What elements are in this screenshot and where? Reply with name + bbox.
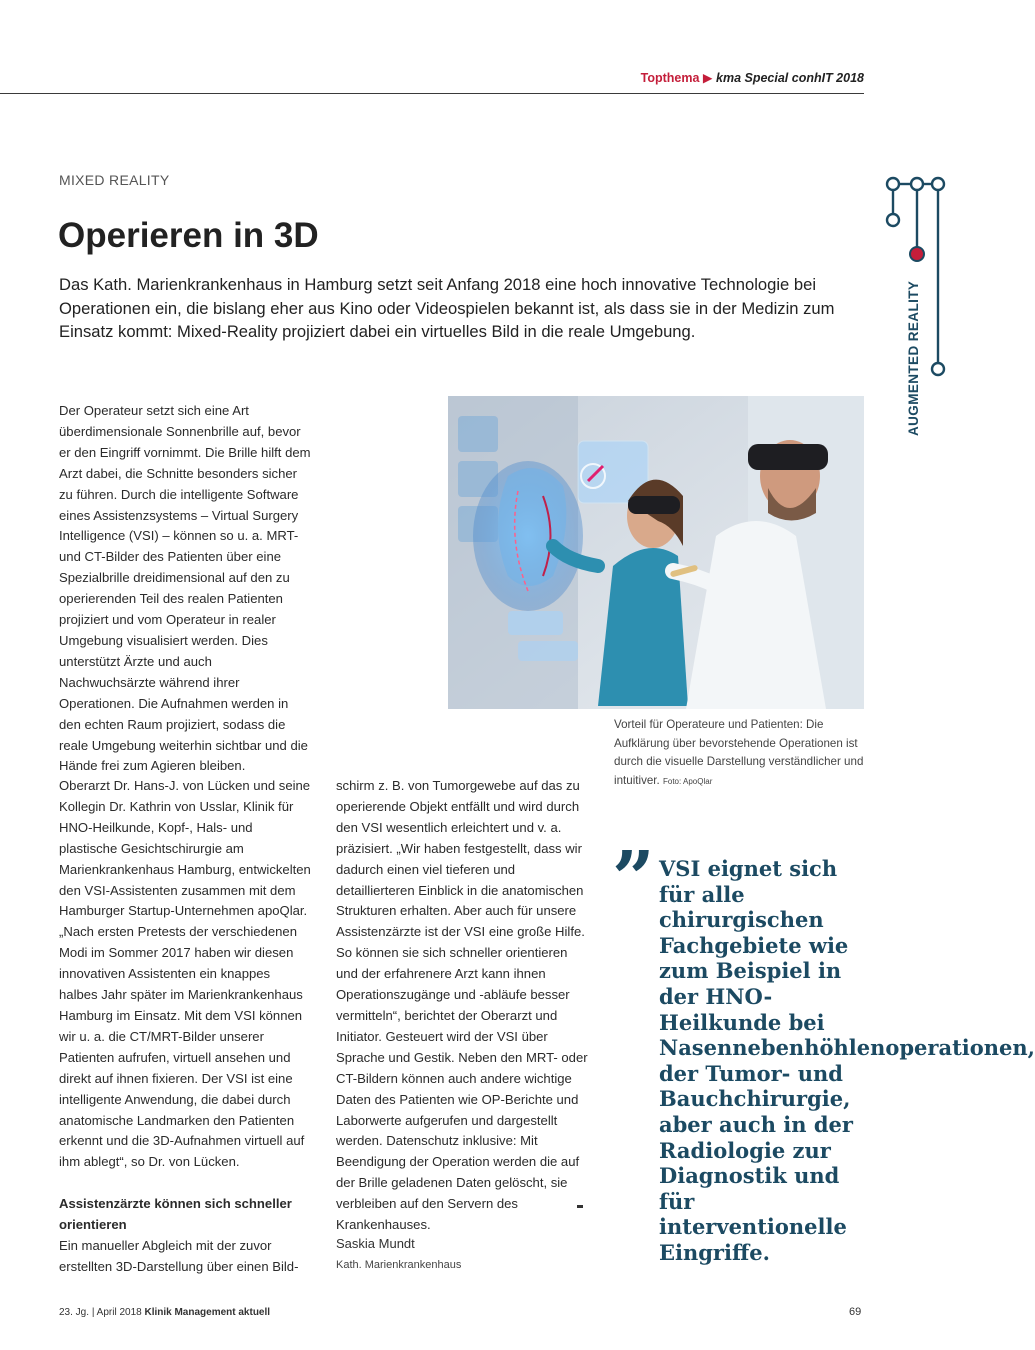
end-mark-icon [577,1205,583,1208]
section-label: Topthema [640,71,700,85]
caption-text: Vorteil für Operateure und Patienten: Die Aufklärung über bevorstehende Operationen ist durch die visuelle Darstellung verständlicher und intuitiver. [614,718,864,787]
footer-magazine: Klinik Management aktuell [144,1307,271,1318]
article-photo [448,396,864,709]
footer-volume: 23. Jg. [59,1307,90,1318]
photo-credit: Foto: ApoQlar [663,776,713,786]
kicker: MIXED REALITY [59,172,170,188]
author-affiliation: Kath. Marienkrankenhaus [336,1259,462,1271]
body-paragraph-1: Der Operateur setzt sich eine Art überdimensionale Sonnenbrille auf, bevor er den Eingriff vornimmt. Die Brille hilft dem Arzt dabei, die Schnitte besonders sicher zu führen. Durch die intelligente Software eines Assistenzsystems – Virtual Surgery Intelligence (VSI) – können so u. a. MRT- und CT-Bilder des Patienten über eine Spezialbrille dreidimensional auf den zu operierenden Teil des realen Patienten projiziert und vom Operateur in realer Umgebung visualisiert werden. Dies unterstützt Ärzte und auch Nachwuchsärzte während ihrer Operationen. Die Aufnahmen werden in den echten Raum projiziert, sodass die reale Umgebung weiterhin sichtbar und die Hände frei zum Agieren bleiben. [59,403,311,774]
author-name: Saskia Mundt [336,1236,415,1251]
body-column-1b [59,776,311,1278]
header-rule [0,93,864,94]
header-arrow-icon: ▶ [702,71,713,85]
article-title: Operieren in 3D [58,216,319,255]
pull-quote: VSI eignet sich für alle chirurgischen Fachgebiete wie zum Beispiel in der HNO-Heilkunde bei Nasennebenhöhlenoperationen, der Tumor- und Bauchchirurgie, aber auch in der Radiologie zur Diagnostik und für interventionelle Eingriffe. [659,856,1035,1265]
lead-paragraph: Das Kath. Marienkrankenhaus in Hamburg setzt seit Anfang 2018 eine hoch innovative Technologie bei Operationen ein, die bislang eher aus Kino oder Videospielen bekannt ist, als dass sie in der Medizin zum Einsatz kommt: Mixed-Reality projiziert dabei ein virtuelles Bild in die reale Umgebung. [59,275,835,341]
running-header [641,70,864,85]
body-paragraph-2: Oberarzt Dr. Hans-J. von Lücken und seine Kollegin Dr. Kathrin von Usslar, Klinik für HNO-Heilkunde, Kopf-, Hals- und plastische Gesichtschirurgie am Marienkrankenhaus Hamburg, entwickelten den VSI-Assistenten zusammen mit dem Hamburger Startup-Unternehmen apoQlar. „Nach ersten Pretests der verschiedenen Modi im Sommer 2017 haben wir diesen innovativen Assistenten ein knappes halbes Jahr später im Marienkrankenhaus Hamburg im Einsatz. Mit dem VSI können wir u. a. die CT/MRT-Bilder unserer Patienten aufrufen, virtuell ansehen und direkt auf ihnen fixieren. Der VSI ist eine intelligente Anwendung, die dabei durch anatomische Landmarken den Patienten erkennt und die 3D-Aufnahmen virtuell auf ihm ablegt“, so Dr. von Lücken. [59,778,311,1170]
page-number: 69 [849,1306,862,1318]
side-section-label: AUGMENTED REALITY [906,280,921,436]
body-paragraph-4: schirm z. B. von Tumorgewebe auf das zu operierende Objekt entfällt und wird durch den VSI wesentlich erleichtert und v. a. präzisiert. „Wir haben festgestellt, dass wir dadurch einen viel tieferen und detaillierteren Einblick in die anatomischen Strukturen erhalten. Aber auch für unsere Assistenzärzte ist der VSI eine große Hilfe. So können sie sich schneller orientieren und der erfahrenere Arzt kann ihnen Operationszugänge und -abläufe besser vermitteln“, berichtet der Oberarzt und Initiator. Gesteuert wird der VSI über Sprache und Gestik. Neben den MRT- oder CT-Bildern können auch andere wichtige Daten des Patienten wie OP-Berichte und Laborwerte aufgerufen und dargestellt werden. Datenschutz inklusive: Mit Beendigung der Operation werden die auf der Brille geladenen Daten gelöscht, sie verbleiben auf den Servern des Krankenhauses. [336,778,588,1233]
issue-label: kma Special conhIT 2018 [716,71,864,85]
quote-mark-icon: ” [612,836,655,922]
footer-separator: | [91,1307,95,1318]
footer-info [59,1307,270,1318]
body-paragraph-3: Ein manueller Abgleich mit der zuvor erstellten 3D-Darstellung über einen Bild- [59,1238,299,1274]
photo-caption [614,716,864,791]
footer-date: April 2018 [96,1307,142,1318]
subheading: Assistenzärzte können sich schneller orientieren [59,1196,292,1233]
